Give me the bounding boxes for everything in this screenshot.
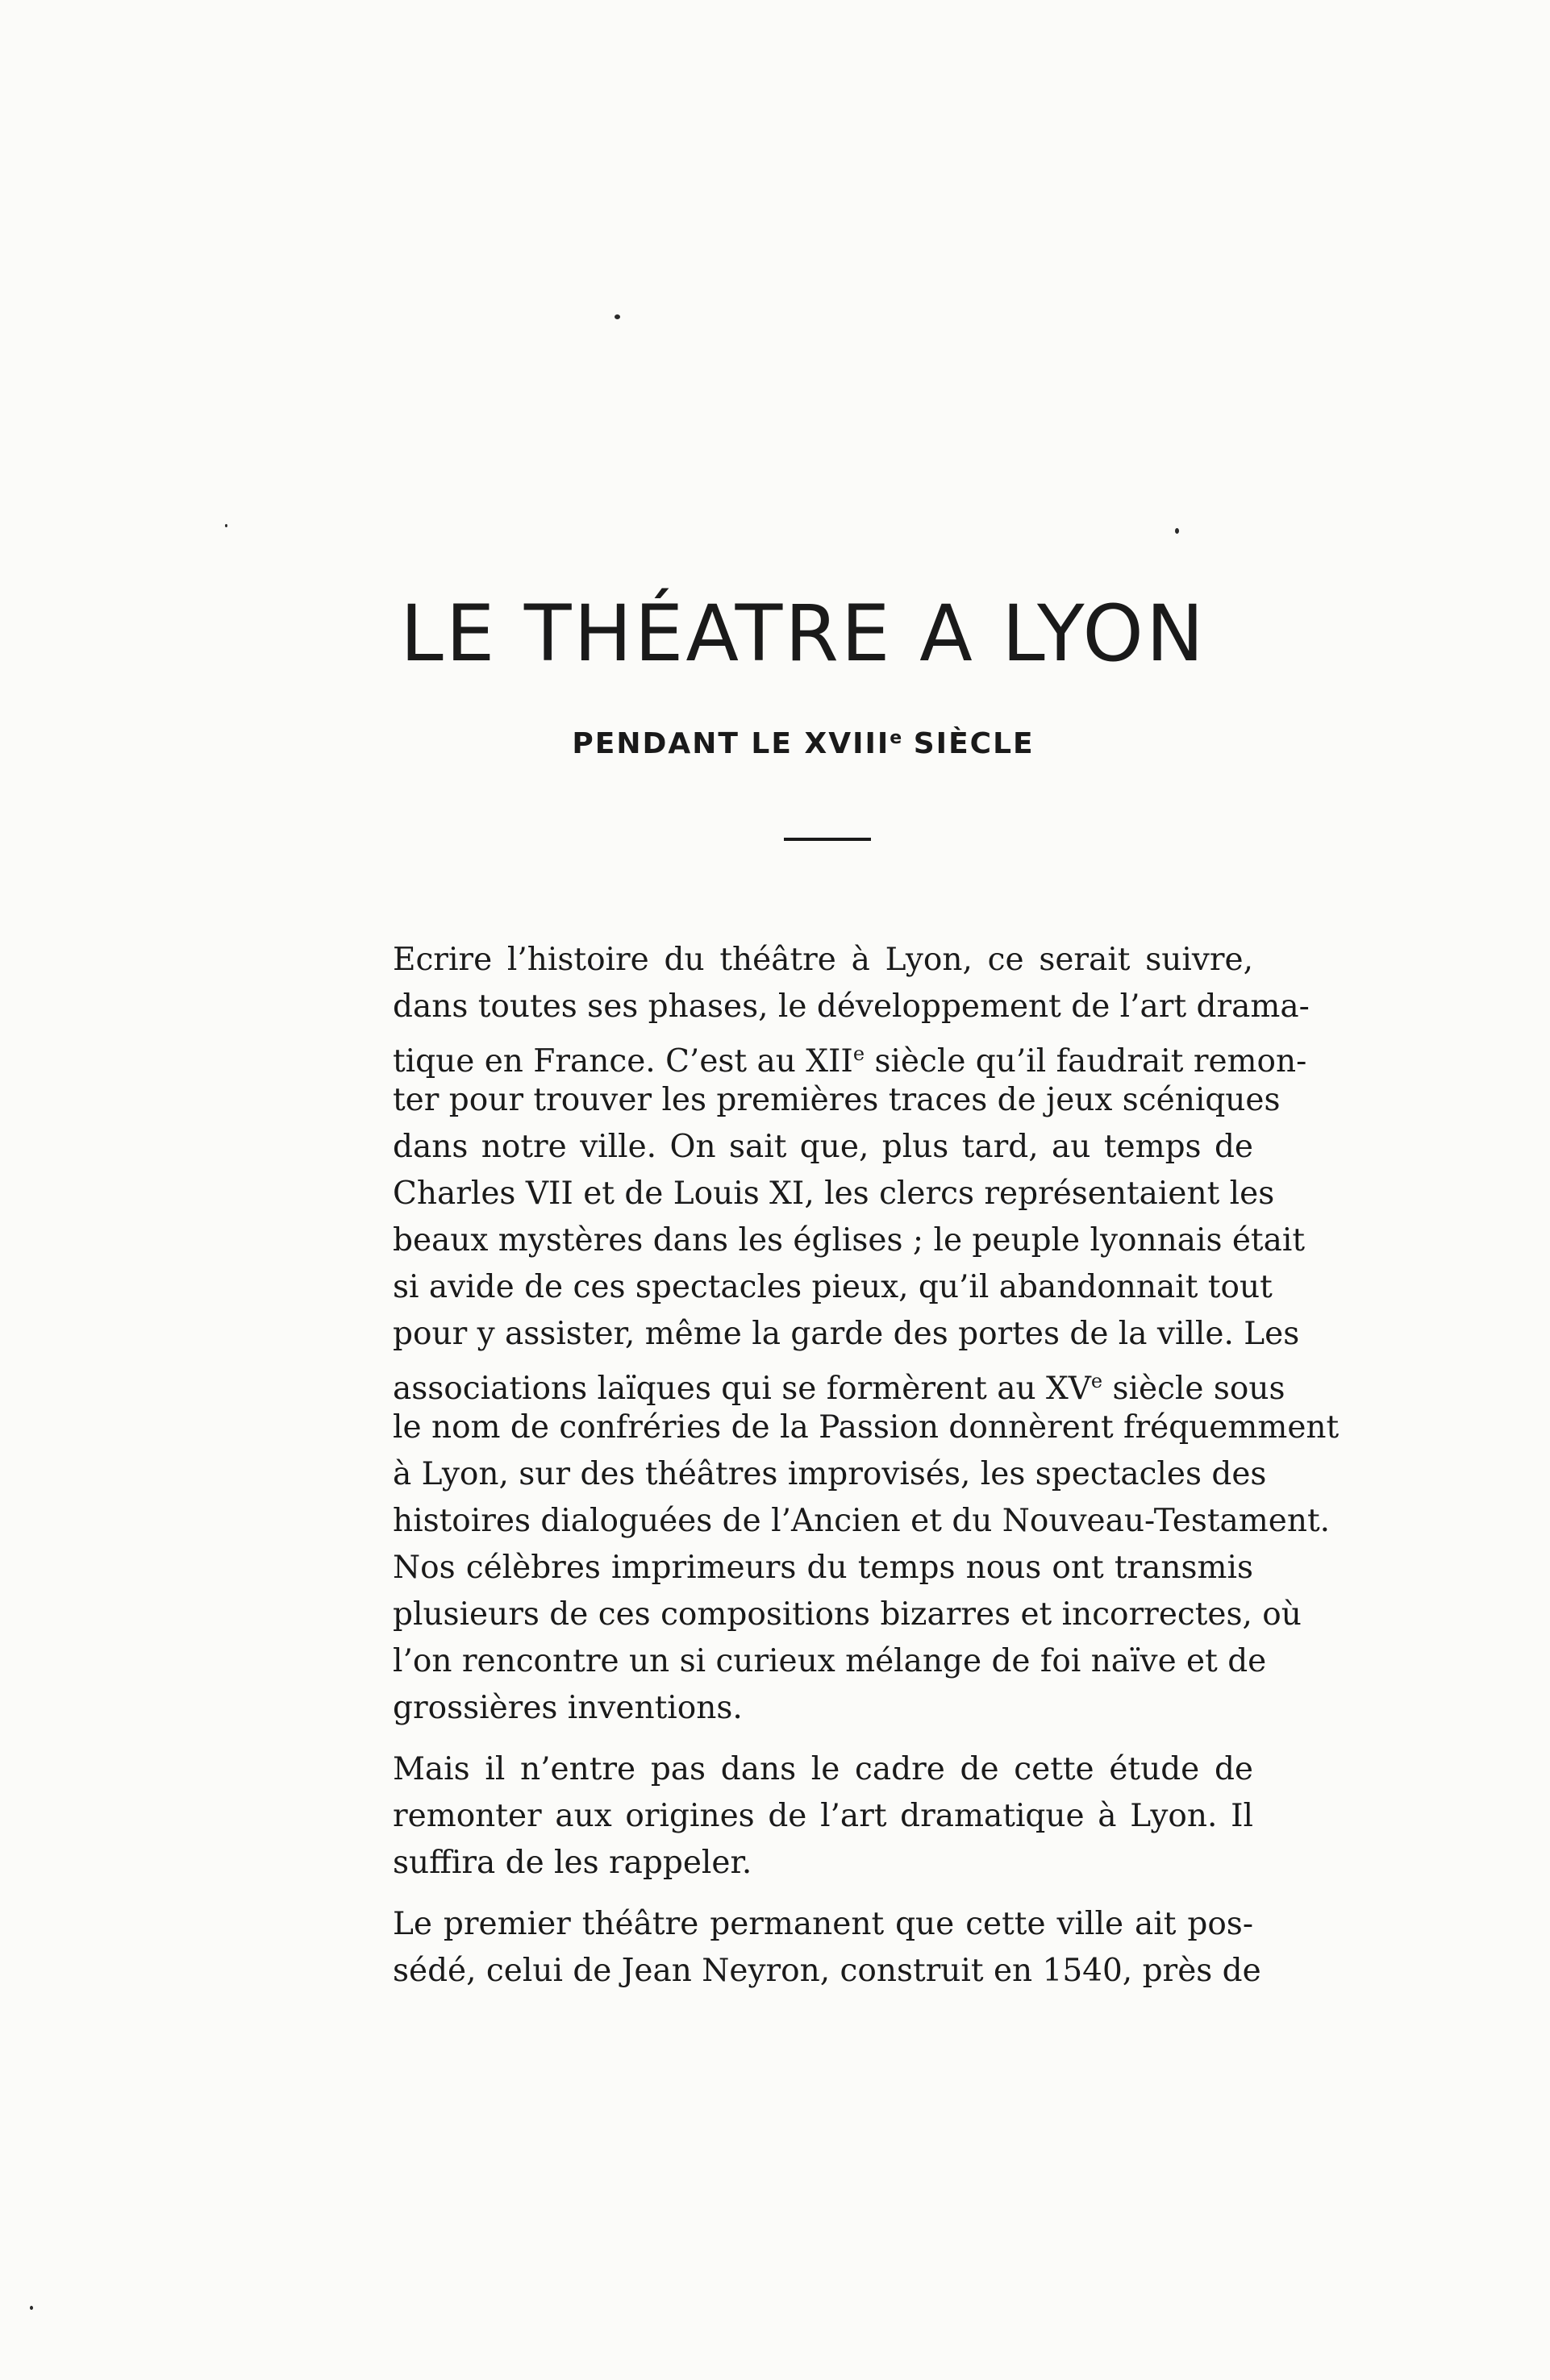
- text-line: le nom de confréries de la Passion donnèrent fréquemment: [393, 1409, 1340, 1446]
- text-line: pour y assister, même la garde des portes de la ville. Les: [393, 1316, 1300, 1352]
- text-line: suffira de les rappeler.: [393, 1845, 752, 1881]
- text-line: Charles VII et de Louis XI, les clercs représentaient les: [393, 1175, 1275, 1212]
- text-line: Nos célèbres imprimeurs du temps nous ont transmis: [393, 1550, 1253, 1586]
- subtitle-end: SIÈCLE: [902, 727, 1035, 760]
- subtitle-main: PENDANT LE XVIII: [572, 727, 890, 760]
- paragraph-gap: [393, 1887, 1253, 1898]
- text-line: tique en France. C’est au XIIe siècle qu’il faudrait remon-: [393, 1042, 1307, 1080]
- text-line: Mais il n’entre pas dans le cadre de cette étude de: [393, 1751, 1253, 1787]
- print-speck: [615, 314, 620, 319]
- text-line: à Lyon, sur des théâtres improvisés, les spectacles des: [393, 1456, 1267, 1492]
- subtitle-superscript: e: [890, 728, 902, 748]
- page-subtitle: [0, 727, 1550, 760]
- paragraph-gap: [393, 1732, 1253, 1743]
- text-line: remonter aux origines de l’art dramatique à Lyon. Il: [393, 1798, 1253, 1834]
- text-line: Ecrire l’histoire du théâtre à Lyon, ce serait suivre,: [393, 942, 1253, 978]
- body-text: [393, 937, 1340, 1995]
- text-line: plusieurs de ces compositions bizarres et incorrectes, où: [393, 1596, 1302, 1633]
- print-speck: [225, 524, 227, 527]
- text-line: Le premier théâtre permanent que cette ville ait pos-: [393, 1906, 1253, 1942]
- text-line: associations laïques qui se formèrent au XVe siècle sous: [393, 1370, 1285, 1407]
- text-line: dans toutes ses phases, le développement de l’art drama-: [393, 988, 1310, 1025]
- text-line: l’on rencontre un si curieux mélange de foi naïve et de: [393, 1643, 1267, 1679]
- text-line: ter pour trouver les premières traces de jeux scéniques: [393, 1082, 1281, 1118]
- print-speck: [1175, 528, 1179, 534]
- text-line: grossières inventions.: [393, 1690, 743, 1726]
- text-line: si avide de ces spectacles pieux, qu’il abandonnait tout: [393, 1269, 1273, 1305]
- title-rule: [784, 838, 871, 841]
- text-line: histoires dialoguées de l’Ancien et du Nouveau-Testament.: [393, 1503, 1331, 1539]
- page-title: LE THÉATRE A LYON: [400, 589, 1206, 679]
- text-line: beaux mystères dans les églises ; le peuple lyonnais était: [393, 1222, 1305, 1259]
- text-line: sédé, celui de Jean Neyron, construit en 1540, près de: [393, 1953, 1261, 1989]
- text-line: dans notre ville. On sait que, plus tard, au temps de: [393, 1129, 1253, 1165]
- print-speck: [30, 2306, 33, 2310]
